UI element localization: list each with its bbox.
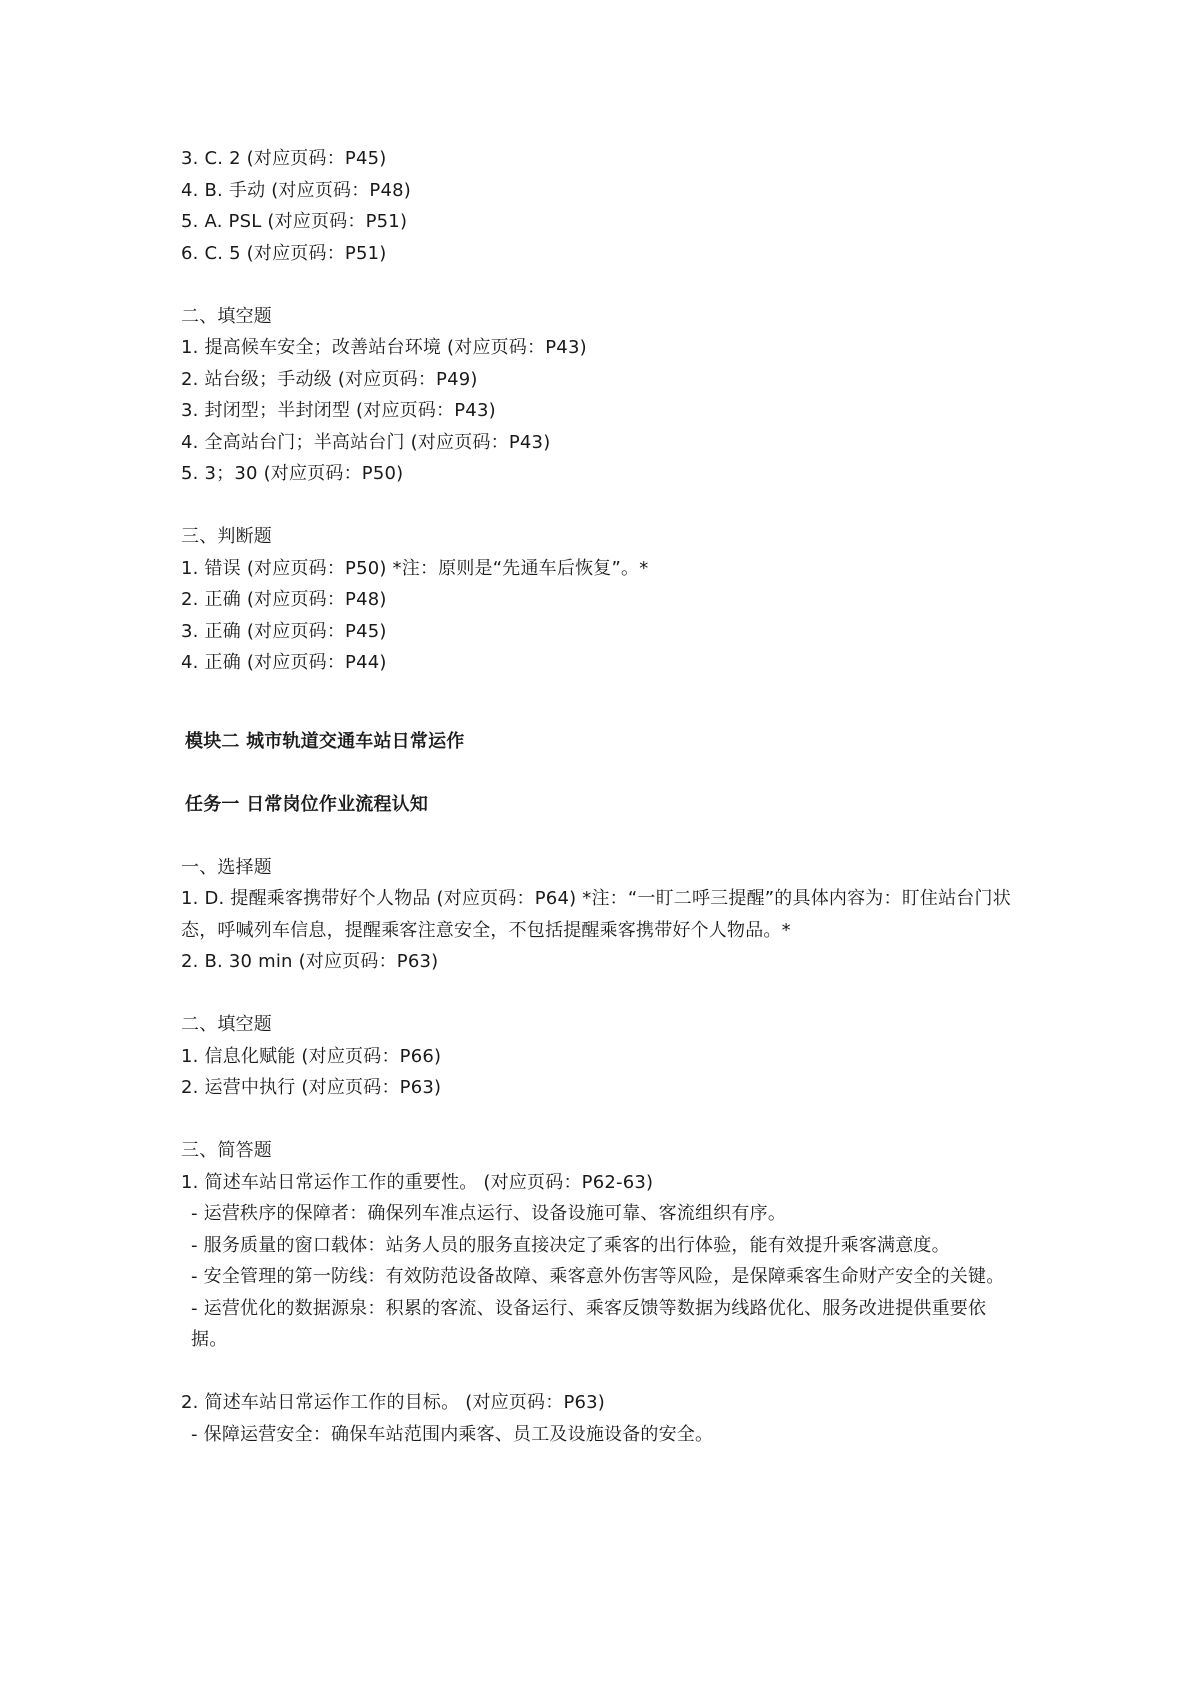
fill-item-1: 1. 提高候车安全；改善站台环境 (对应页码：P43)	[181, 337, 587, 358]
choice-item-4: 4. B. 手动 (对应页码：P48)	[181, 179, 412, 201]
short-q1-point-4: - 运营优化的数据源泉：积累的客流、设备运行、乘客反馈等数据为线路优化、服务改进提供重要依据。	[191, 1297, 987, 1350]
choice2-item-1: 1. D. 提醒乘客携带好个人物品 (对应页码：P64) *注：“一盯二呼三提醒”的具体内容为：盯住站台门状态，呼喊列车信息，提醒乘客注意安全，不包括提醒乘客携带好个人物品。*	[181, 888, 1011, 941]
short-question-1: 1. 简述车站日常运作工作的重要性。 (对应页码：P62-63)	[181, 1171, 654, 1193]
module-heading: 模块二 城市轨道交通车站日常运作	[185, 730, 465, 752]
judge-item-3: 3. 正确 (对应页码：P45)	[181, 620, 387, 642]
choice-item-5: 5. A. PSL (对应页码：P51)	[181, 211, 408, 232]
spacer	[181, 1104, 1021, 1136]
choice2-section-title: 一、选择题	[181, 856, 272, 878]
spacer	[181, 1356, 1021, 1388]
choice-item-3: 3. C. 2 (对应页码：P45)	[181, 148, 387, 169]
task-heading: 任务一 日常岗位作业流程认知	[185, 793, 429, 815]
short-q2-point-1: - 保障运营安全：确保车站范围内乘客、员工及设施设备的安全。	[191, 1423, 714, 1445]
spacer	[181, 679, 1021, 726]
choice-item-6: 6. C. 5 (对应页码：P51)	[181, 242, 387, 264]
fill2-section-title: 二、填空题	[181, 1014, 272, 1035]
fill-item-2: 2. 站台级；手动级 (对应页码：P49)	[181, 368, 478, 390]
judge-item-2: 2. 正确 (对应页码：P48)	[181, 589, 387, 610]
spacer	[181, 820, 1021, 852]
fill-item-3: 3. 封闭型；半封闭型 (对应页码：P43)	[181, 400, 496, 421]
judge-item-1: 1. 错误 (对应页码：P50) *注：原则是“先通车后恢复”。*	[181, 557, 649, 579]
short-q1-point-2: - 服务质量的窗口载体：站务人员的服务直接决定了乘客的出行体验，能有效提升乘客满意度。	[191, 1234, 950, 1256]
document-page	[181, 143, 1021, 1450]
judge-section-title: 三、判断题	[181, 526, 272, 547]
short-section-title: 三、简答题	[181, 1140, 272, 1161]
spacer	[181, 757, 1021, 789]
judge-item-4: 4. 正确 (对应页码：P44)	[181, 652, 387, 673]
choice2-item-2: 2. B. 30 min (对应页码：P63)	[181, 951, 439, 972]
short-question-2: 2. 简述车站日常运作工作的目标。 (对应页码：P63)	[181, 1392, 606, 1413]
spacer	[181, 269, 1021, 301]
spacer	[181, 490, 1021, 522]
fill2-item-2: 2. 运营中执行 (对应页码：P63)	[181, 1077, 442, 1098]
short-q1-point-3: - 安全管理的第一防线：有效防范设备故障、乘客意外伤害等风险，是保障乘客生命财产安全的关键。	[191, 1266, 1005, 1287]
short-q1-point-1: - 运营秩序的保障者：确保列车准点运行、设备设施可靠、客流组织有序。	[191, 1203, 787, 1224]
spacer	[181, 978, 1021, 1010]
fill-item-4: 4. 全高站台门；半高站台门 (对应页码：P43)	[181, 431, 551, 453]
fill2-item-1: 1. 信息化赋能 (对应页码：P66)	[181, 1045, 442, 1067]
fill-item-5: 5. 3；30 (对应页码：P50)	[181, 463, 404, 484]
fill-section-title: 二、填空题	[181, 305, 272, 327]
